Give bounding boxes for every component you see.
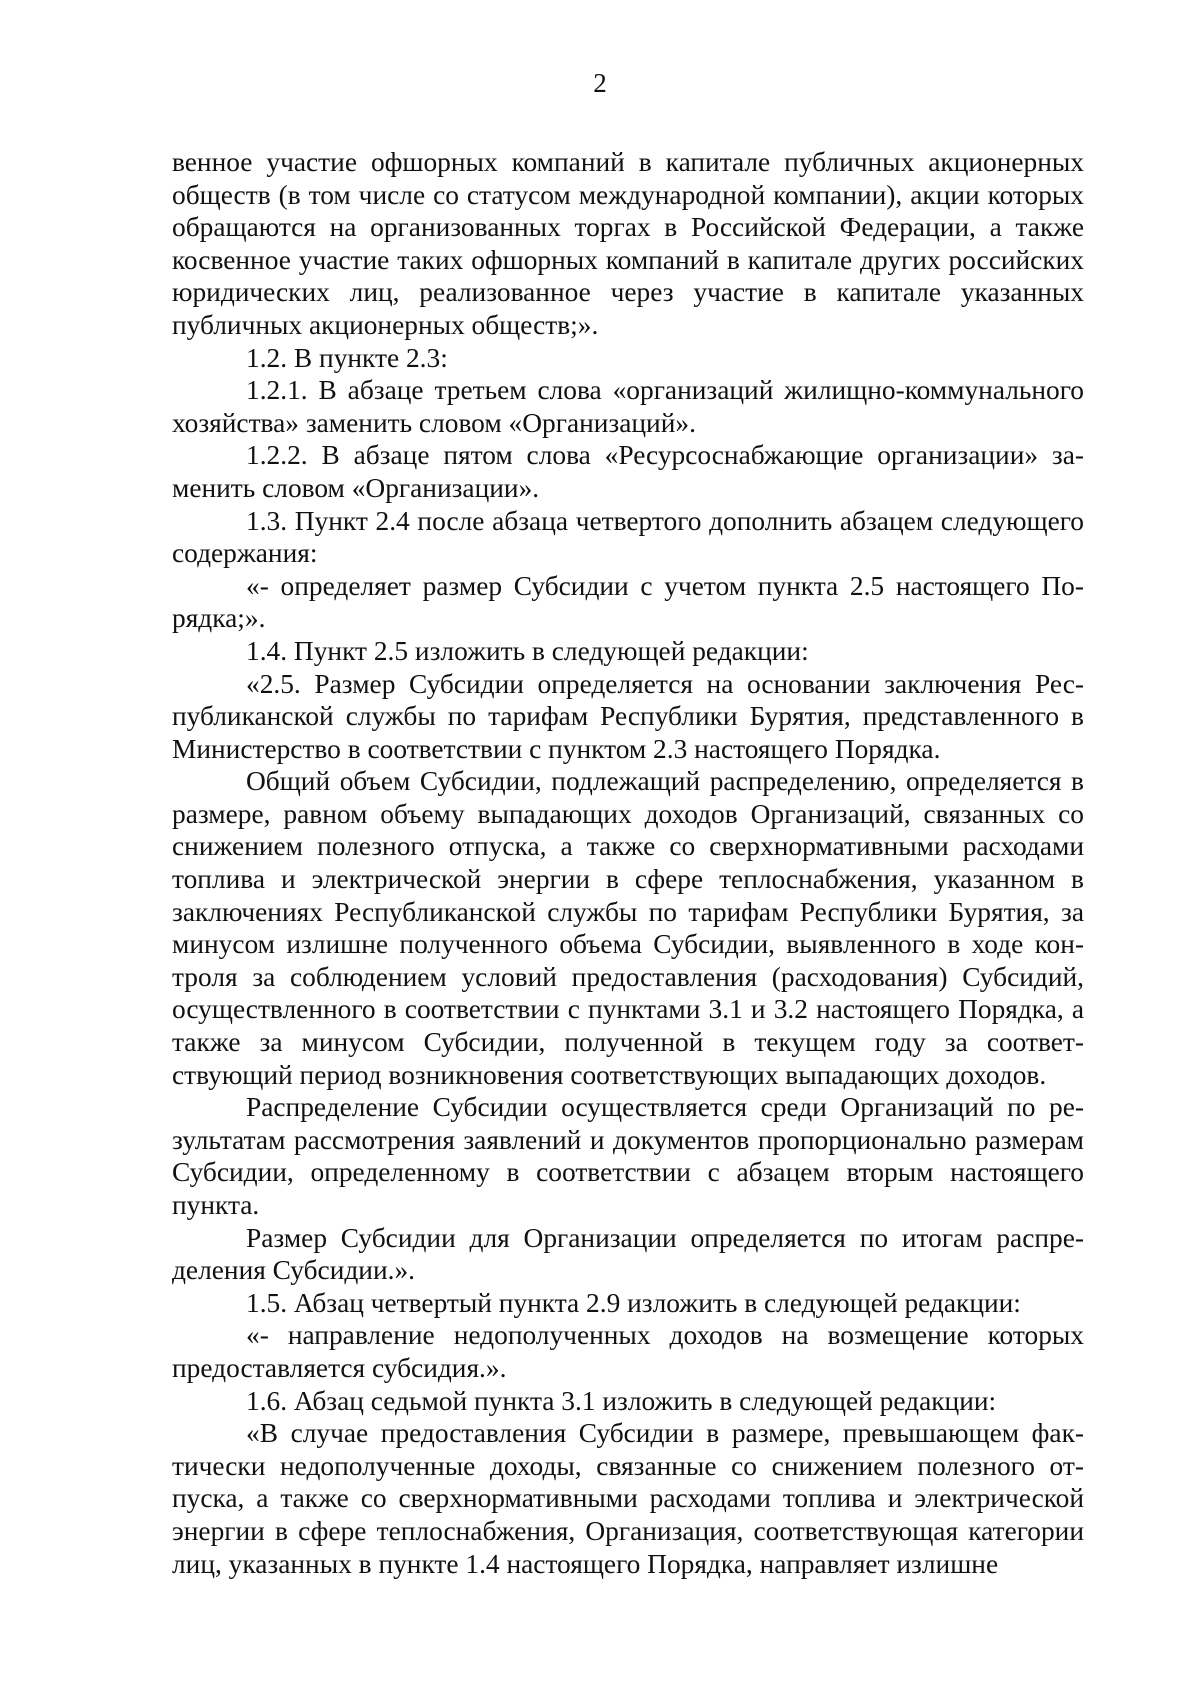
paragraph: Общий объем Субсидии, подлежащий распределению, определяется в размере, равном объему выпадающих доходов Организаций, связанных со снижением полезного отпуска, а также со сверхнормативными расходами топлива и электрической энергии в сфере теплоснабжения, указанном в заключениях Республиканской службы по тарифам Республики Бурятия, за минусом излишне полученного объема Субсидии, выявленного в ходе контроля за соблюдением условий предоставления (расходования) Субсидий, осуществленного в соответствии с пунктами 3.1 и 3.2 настоящего Порядка, а также за минусом Субсидии, полученной в текущем году за соответствующий период возникновения соответствующих выпадающих доходов. xyxy=(172,766,1084,1090)
paragraph: 1.6. Абзац седьмой пункта 3.1 изложить в следующей редакции: xyxy=(246,1385,997,1416)
paragraph: «- направление недополученных доходов на возмещение которых предоставляется субсидия.». xyxy=(172,1320,1084,1383)
paragraph: «- определяет размер Субсидии с учетом пункта 2.5 настоящего Порядка;». xyxy=(172,570,1084,634)
paragraph: Размер Субсидии для Организации определяется по итогам распределения Субсидии.». xyxy=(172,1222,1084,1286)
paragraph: Распределение Субсидии осуществляется среди Организаций по результатам рассмотрения заявлений и документов пропорционально размерам Субсидии, определенному в соответствии с абзацем вторым настоящего пункта. xyxy=(172,1092,1084,1220)
paragraph: 1.2. В пункте 2.3: xyxy=(246,342,448,373)
paragraph: 1.5. Абзац четвертый пункта 2.9 изложить в следующей редакции: xyxy=(246,1287,1021,1318)
paragraph: «2.5. Размер Субсидии определяется на основании заключения Республиканской службы по тарифам Республики Бурятия, представленного в Министерство в соответствии с пунктом 2.3 настоящего Порядка. xyxy=(172,668,1084,764)
page-number: 2 xyxy=(593,68,607,98)
paragraph: «В случае предоставления Субсидии в размере, превышающем фактически недополученные доходы, связанные со снижением полезного отпуска, а также со сверхнормативными расходами топлива и электрической энергии в сфере теплоснабжения, Организация, соответствующая категории лиц, указанных в пункте 1.4 настоящего Порядка, направляет излишне xyxy=(172,1418,1084,1579)
paragraph: 1.4. Пункт 2.5 изложить в следующей редакции: xyxy=(246,635,809,666)
document-body xyxy=(172,146,1084,1580)
paragraph: 1.3. Пункт 2.4 после абзаца четвертого дополнить абзацем следующего содержания: xyxy=(172,505,1084,569)
paragraph: венное участие офшорных компаний в капитале публичных акционерных обществ (в том числе со статусом международной компании), акции которых обращаются на организованных торгах в Российской Федерации, а также косвенное участие таких офшорных компаний в капитале других российских юридических лиц, реализованное через участие в капитале указанных публичных акционерных обществ;». xyxy=(172,147,1084,340)
paragraph: 1.2.2. В абзаце пятом слова «Ресурсоснабжающие организации» заменить словом «Организации». xyxy=(172,440,1084,503)
paragraph: 1.2.1. В абзаце третьем слова «организаций жилищно-коммунального хозяйства» заменить словом «Организаций». xyxy=(172,375,1084,438)
